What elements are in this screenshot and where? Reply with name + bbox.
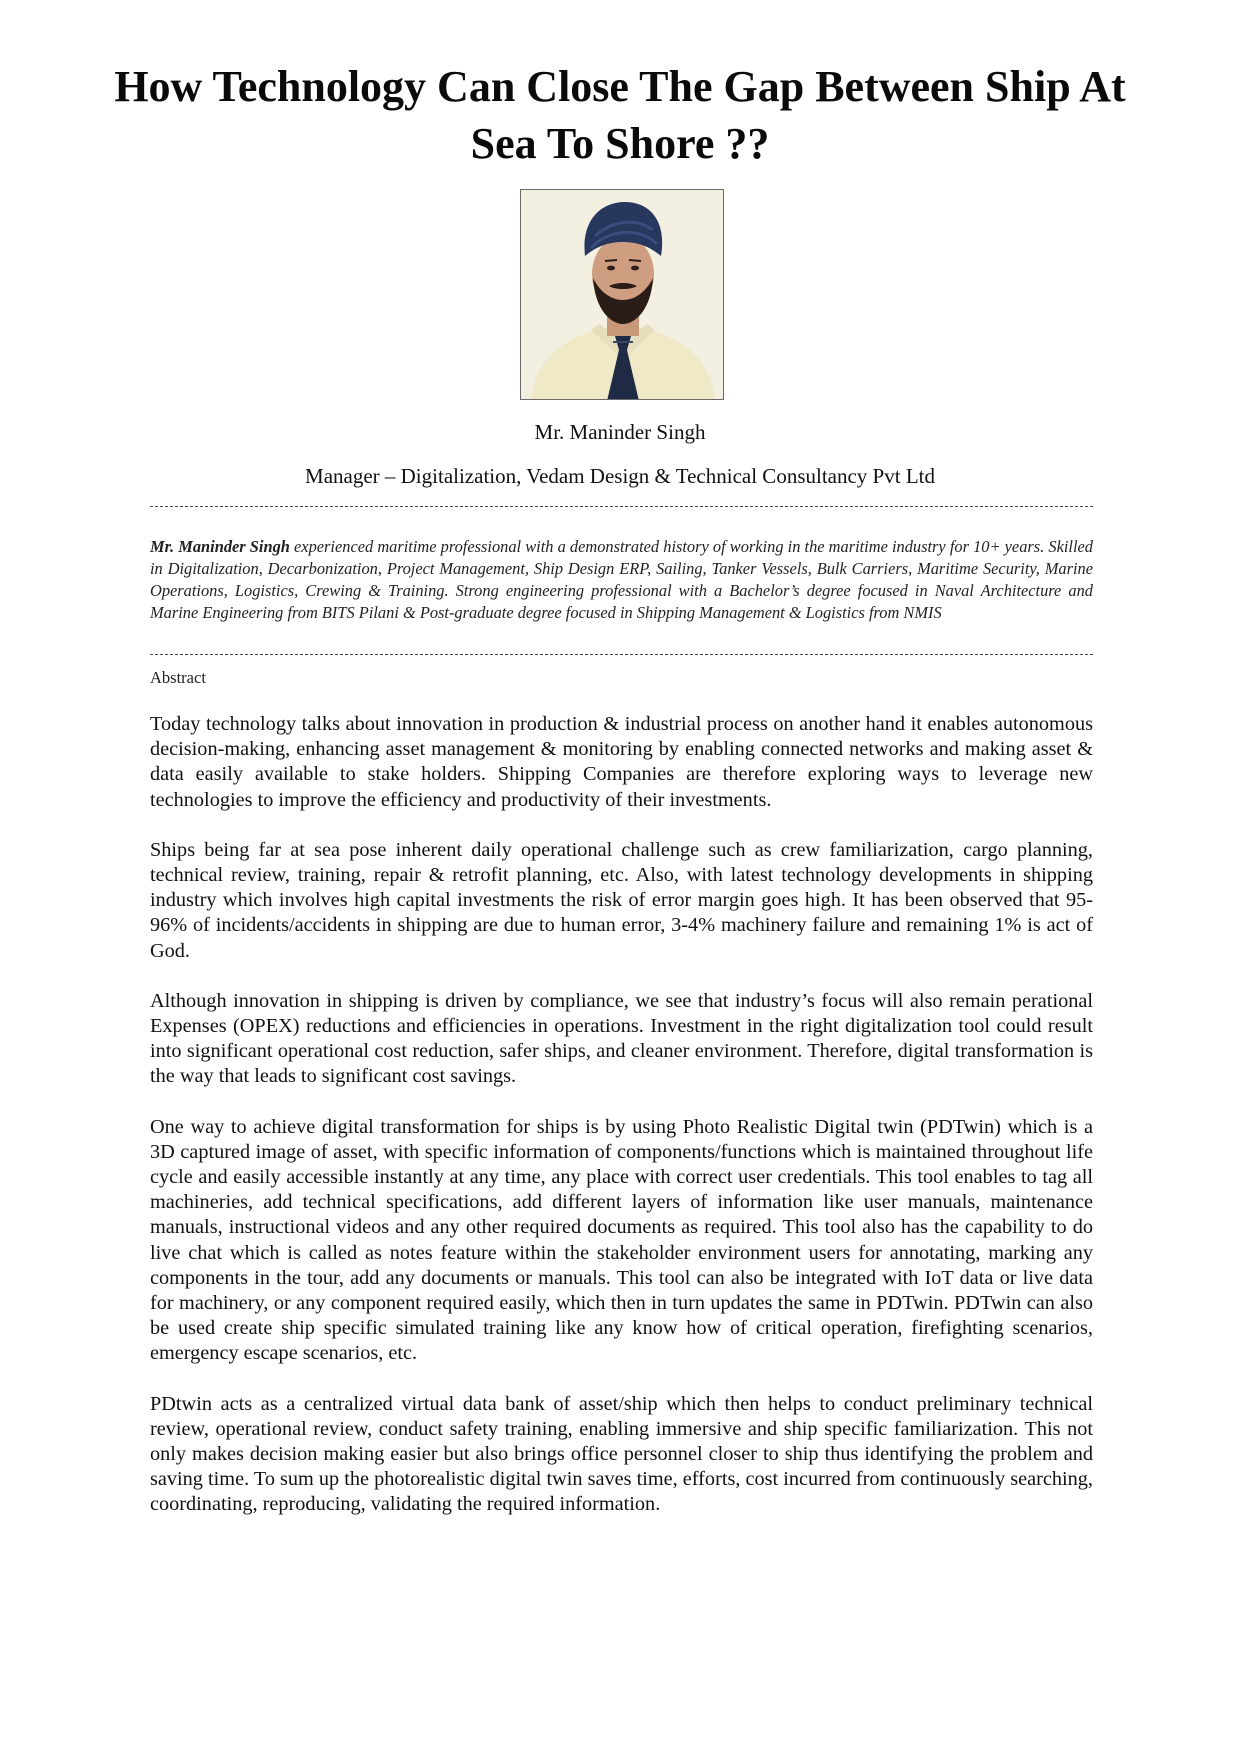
divider-bottom (150, 654, 1093, 655)
abstract-heading: Abstract (150, 668, 206, 687)
body-paragraph: Although innovation in shipping is driven by compliance, we see that industry’s focus will also remain perational Expenses (OPEX) reductions and efficiencies in operations. Investment in the right digitalization tool could result into significant operational cost reduction, safer ships, and cleaner environment. Therefore, digital transformation is the way that leads to significant cost savings. (150, 989, 1093, 1088)
body-paragraph: Today technology talks about innovation in production & industrial process on another hand it enables autonomous decision-making, enhancing asset management & monitoring by enabling connected networks and making asset & data easily available to stake holders. Shipping Companies are therefore exploring ways to leverage new technologies to improve the efficiency and productivity of their investments. (150, 713, 1093, 811)
author-name: Mr. Maninder Singh (534, 420, 706, 444)
body-paragraph: Ships being far at sea pose inherent daily operational challenge such as crew familiarization, cargo planning, technical review, training, repair & retrofit planning, etc. Also, with latest technology developments in shipping industry which involves high capital investments the risk of error margin goes high. It has been observed that 95-96% of incidents/accidents in shipping are due to human error, 3-4% machinery failure and remaining 1% is act of God. (150, 838, 1093, 962)
body-paragraph: One way to achieve digital transformation for ships is by using Photo Realistic Digital twin (PDTwin) which is a 3D captured image of asset, with specific information of components/functions which is maintained throughout life cycle and easily accessible instantly at any time, any place with correct user credentials. This tool enables to tag all machineries, add technical specifications, add different layers of information like user manuals, maintenance manuals, instructional videos and any other required documents as required. This tool also has the capability to do live chat which is called as notes feature within the stakeholder environment users for annotating, marking any components in the tour, add any documents or manuals. This tool can also be integrated with IoT data or live data for machinery, or any component required easily, which then in turn updates the same in PDTwin. PDTwin can also be used create ship specific simulated training like any know how of critical operation, firefighting scenarios, emergency escape scenarios, etc. (150, 1115, 1093, 1365)
author-portrait-icon (521, 190, 724, 400)
page-title: How Technology Can Close The Gap Between Ship At Sea To Shore ?? (114, 62, 1126, 168)
author-role: Manager – Digitalization, Vedam Design & Technical Consultancy Pvt Ltd (305, 464, 935, 488)
body-paragraph: PDtwin acts as a centralized virtual data bank of asset/ship which then helps to conduct preliminary technical review, operational review, conduct safety training, enabling immersive and ship specific familiarization. This not only makes decision making easier but also brings office personnel closer to ship thus identifying the problem and saving time. To sum up the photorealistic digital twin saves time, efforts, cost incurred from continuously searching, coordinating, reproducing, validating the required information. (150, 1392, 1093, 1516)
article-body (150, 712, 1093, 1543)
divider-top (150, 506, 1093, 507)
author-bio (150, 536, 1093, 624)
bio-author-name: Mr. Maninder Singh (150, 537, 290, 556)
author-photo (520, 189, 724, 400)
bio-text: experienced maritime professional with a demonstrated history of working in the maritime industry for 10+ years. Skilled in Digitalization, Decarbonization, Project Management, Ship Design ERP, Sailing, Tanker Vessels, Bulk Carriers, Maritime Security, Marine Operations, Logistics, Crewing & Training. Strong engineering professional with a Bachelor’s degree focused in Naval Architecture and Marine Engineering from BITS Pilani & Post-graduate degree focused in Shipping Management & Logistics from NMIS (150, 537, 1093, 622)
